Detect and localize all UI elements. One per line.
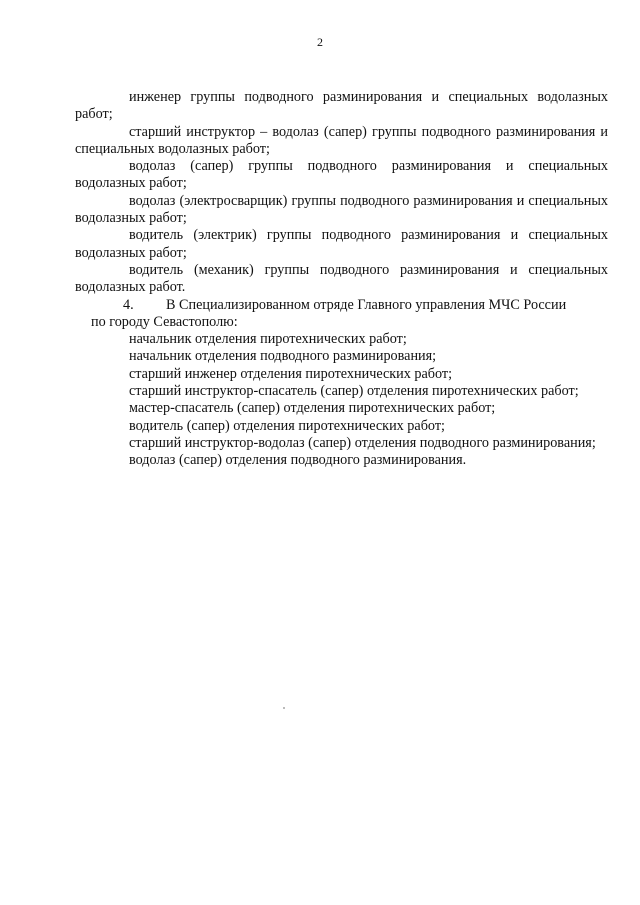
section-heading-line1: В Специализированном отряде Главного управления МЧС России xyxy=(166,296,567,313)
list-item: водитель (механик) группы подводного разминирования и специальных водолазных работ. xyxy=(75,261,608,296)
list-item: начальник отделения подводного разминирования; xyxy=(129,348,437,365)
section-number: 4. xyxy=(123,296,134,313)
section-heading-cont xyxy=(75,314,608,331)
list-item: старший инженер отделения пиротехнических работ; xyxy=(129,365,453,382)
list-item: водолаз (сапер) отделения подводного разминирования. xyxy=(129,452,467,469)
list-item: водитель (сапер) отделения пиротехнических работ; xyxy=(129,417,445,434)
list-item: водитель (электрик) группы подводного разминирования и специальных водолазных работ; xyxy=(75,227,608,261)
list-item: начальник отделения пиротехнических работ; xyxy=(129,331,407,348)
list-item: старший инструктор – водолаз (сапер) группы подводного разминирования и специальных водолазных работ; xyxy=(75,123,608,157)
section-heading-line2: по городу Севастополю: xyxy=(91,313,238,330)
list-item: мастер-спасатель (сапер) отделения пиротехнических работ; xyxy=(129,400,496,417)
section-heading xyxy=(75,297,608,314)
document-body xyxy=(75,89,608,470)
list-item: водолаз (электросварщик) группы подводного разминирования и специальных водолазных работ; xyxy=(75,192,608,227)
list-item: старший инструктор-водолаз (сапер) отделения подводного разминирования; xyxy=(129,434,596,451)
list-item: водолаз (сапер) группы подводного разминирования и специальных водолазных работ; xyxy=(75,158,608,192)
page-number: 2 xyxy=(317,35,323,49)
list-item: старший инструктор-спасатель (сапер) отделения пиротехнических работ; xyxy=(129,383,579,400)
scan-speck xyxy=(283,707,285,709)
list-item: инженер группы подводного разминирования и специальных водолазных работ; xyxy=(75,89,608,123)
